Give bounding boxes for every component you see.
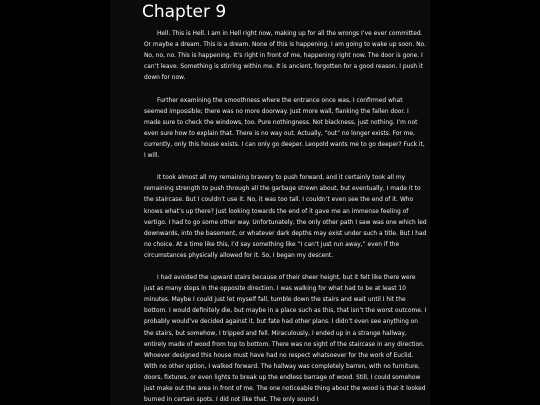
chapter-title: Chapter 9 <box>142 2 227 22</box>
chapter-body <box>144 29 427 405</box>
paragraph-2: Further examining the smoothness where the entrance once was, I confirmed what seemed impossible; there was no more doorway. Just more wall, flanking the fallen door. I made sure to check the windows, too. Pure nothingness. Not blackness, just nothing. I’m not even sure how to explain that. There is no way out. Actually, “out” no longer exists. For me, currently, only this house exists. I can only go deeper. Leopold wants me to go deeper? Fuck it, I will. <box>144 97 425 160</box>
paragraph-3: It took almost all my remaining bravery to push forward, and it certainly took all my remaining strength to push through all the garbage strewn about, but eventually, I made it to the staircase. But I couldn’t use it. No, it was too tall. I couldn’t even see the end of it. Who knows what’s up there? Just looking towards the end of it gave me an immense feeling of vertigo. I had to go some other way. Unfortunately, the only other path I saw was one which led downwards, into the basement, or whatever dark depths may exist under such a title. But I had no choice. At a time like this, I’d say something like “I can’t just run away,” even if the circumstances physically allowed for it. So, I began my descent. <box>144 175 427 259</box>
paragraph-1: Hell. This is Hell. I am in Hell right now, making up for all the wrongs I’ve ever committed. Or maybe a dream. This is a dream. None of this is happening. I am going to wake up soon. No. No, no, no. This is happening. It’s right in front of me, happening right now. The door is gone. I can’t leave. Something is stirring within me. It is ancient, forgotten for a good reason. I push it down for now. <box>144 31 426 82</box>
paragraph-4: I had avoided the upward stairs because of their sheer height, but it felt like there were just as many steps in the opposite direction. I was walking for what had to be at least 10 minutes. Maybe I could just let myself fall, tumble down the stairs and wait until I hit the bottom. I would definitely die, but maybe in a place such as this, that isn’t the worst outcome. I probably would’ve decided against it, but fate had other plans. I didn’t even see anything on the stairs, but somehow, I tripped and fell. Miraculously, I ended up in a strange hallway, entirely made of wood from top to bottom. There was no sight of the staircase in any direction. Whoever designed this house must have had no respect whatsoever for the work of Euclid. With no other option, I walked forward. The hallway was completely barren, with no furniture, doors, fixtures, or even lights to break up the endless barrage of wood. Still, I could somehow just make out the area in front of me. The one noticeable thing about the wood is that it looked burned in certain spots. I did not like that. The only sound I <box>144 275 427 404</box>
